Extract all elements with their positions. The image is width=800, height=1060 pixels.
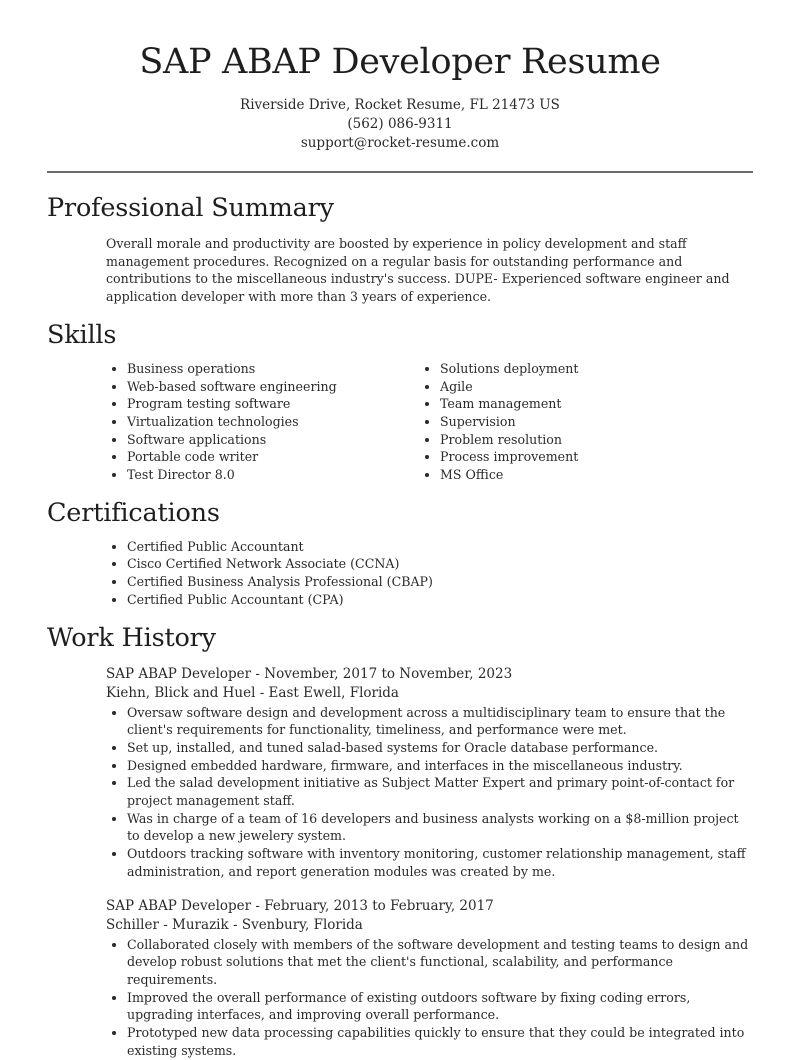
job-company-line: Kiehn, Blick and Huel - East Ewell, Florida xyxy=(106,685,399,702)
job-bullet: Set up, installed, and tuned salad-based systems for Oracle database performance. xyxy=(127,739,753,757)
section-title-skills: Skills xyxy=(47,319,117,350)
skills-list-left xyxy=(47,360,440,484)
certification-item: Certified Business Analysis Professional (CBAP) xyxy=(127,573,753,591)
summary-text: Overall morale and productivity are boosted by experience in policy development and staff management procedures. Recognized on a regular basis for outstanding performance and contributions to the miscellaneous industry's success. DUPE- Experienced software engineer and application developer with more than 3 years of experience. xyxy=(106,236,730,305)
contact-email: support@rocket-resume.com xyxy=(300,135,500,151)
skill-item: Process improvement xyxy=(440,448,753,466)
job-title-line: SAP ABAP Developer - February, 2013 to February, 2017 xyxy=(106,897,494,914)
contact-address: Riverside Drive, Rocket Resume, FL 21473 US xyxy=(240,97,560,113)
certifications-list xyxy=(47,538,753,609)
section-skills xyxy=(0,318,800,484)
skill-item: MS Office xyxy=(440,466,753,484)
job-bullet: Oversaw software design and development across a multidisciplinary team to ensure that the client's requirements for functionality, timeliness, and performance were met. xyxy=(127,704,753,739)
job-bullets xyxy=(47,704,753,881)
skill-item: Program testing software xyxy=(127,395,440,413)
job-bullet: Improved the overall performance of existing outdoors software by fixing coding errors, upgrading interfaces, and improving overall performance. xyxy=(127,989,753,1024)
job-bullet: Outdoors tracking software with inventory monitoring, customer relationship management, staff administration, and report generation modules was created by me. xyxy=(127,845,753,880)
skill-item: Software applications xyxy=(127,431,440,449)
skill-item: Problem resolution xyxy=(440,431,753,449)
section-work-history xyxy=(0,621,800,1060)
job-entry xyxy=(47,897,753,1060)
contact-phone: (562) 086-9311 xyxy=(347,116,453,132)
job-bullet: Designed embedded hardware, firmware, and interfaces in the miscellaneous industry. xyxy=(127,757,753,775)
resume-header xyxy=(0,0,800,153)
job-bullet: Led the salad development initiative as Subject Matter Expert and primary point-of-contact for project management staff. xyxy=(127,774,753,809)
skill-item: Business operations xyxy=(127,360,440,378)
job-title-line: SAP ABAP Developer - November, 2017 to November, 2023 xyxy=(106,665,513,682)
skill-item: Test Director 8.0 xyxy=(127,466,440,484)
certification-item: Certified Public Accountant (CPA) xyxy=(127,591,753,609)
job-bullet: Was in charge of a team of 16 developers and business analysts working on a $8-million project to develop a new jewelery system. xyxy=(127,810,753,845)
certification-item: Certified Public Accountant xyxy=(127,538,753,556)
header-divider xyxy=(47,171,753,173)
job-company-line: Schiller - Murazik - Svenbury, Florida xyxy=(106,917,363,934)
job-bullet: Prototyped new data processing capabilities quickly to ensure that they could be integrated into existing systems. xyxy=(127,1024,753,1059)
skill-item: Virtualization technologies xyxy=(127,413,440,431)
resume-title: SAP ABAP Developer Resume xyxy=(139,42,661,82)
section-title-certifications: Certifications xyxy=(47,497,220,528)
skill-item: Web-based software engineering xyxy=(127,378,440,396)
skills-grid xyxy=(47,360,753,484)
section-summary xyxy=(0,191,800,306)
job-bullets xyxy=(47,936,753,1060)
skill-item: Solutions deployment xyxy=(440,360,753,378)
skill-item: Supervision xyxy=(440,413,753,431)
job-entry xyxy=(47,665,753,881)
section-certifications xyxy=(0,496,800,609)
job-bullet: Collaborated closely with members of the software development and testing teams to design and develop robust solutions that met the client's functional, scalability, and performance requirements. xyxy=(127,936,753,989)
skill-item: Portable code writer xyxy=(127,448,440,466)
certification-item: Cisco Certified Network Associate (CCNA) xyxy=(127,555,753,573)
section-title-work-history: Work History xyxy=(47,622,216,653)
skills-list-right xyxy=(440,360,753,484)
skill-item: Agile xyxy=(440,378,753,396)
skill-item: Team management xyxy=(440,395,753,413)
section-title-summary: Professional Summary xyxy=(47,193,334,223)
contact-info xyxy=(0,96,800,153)
